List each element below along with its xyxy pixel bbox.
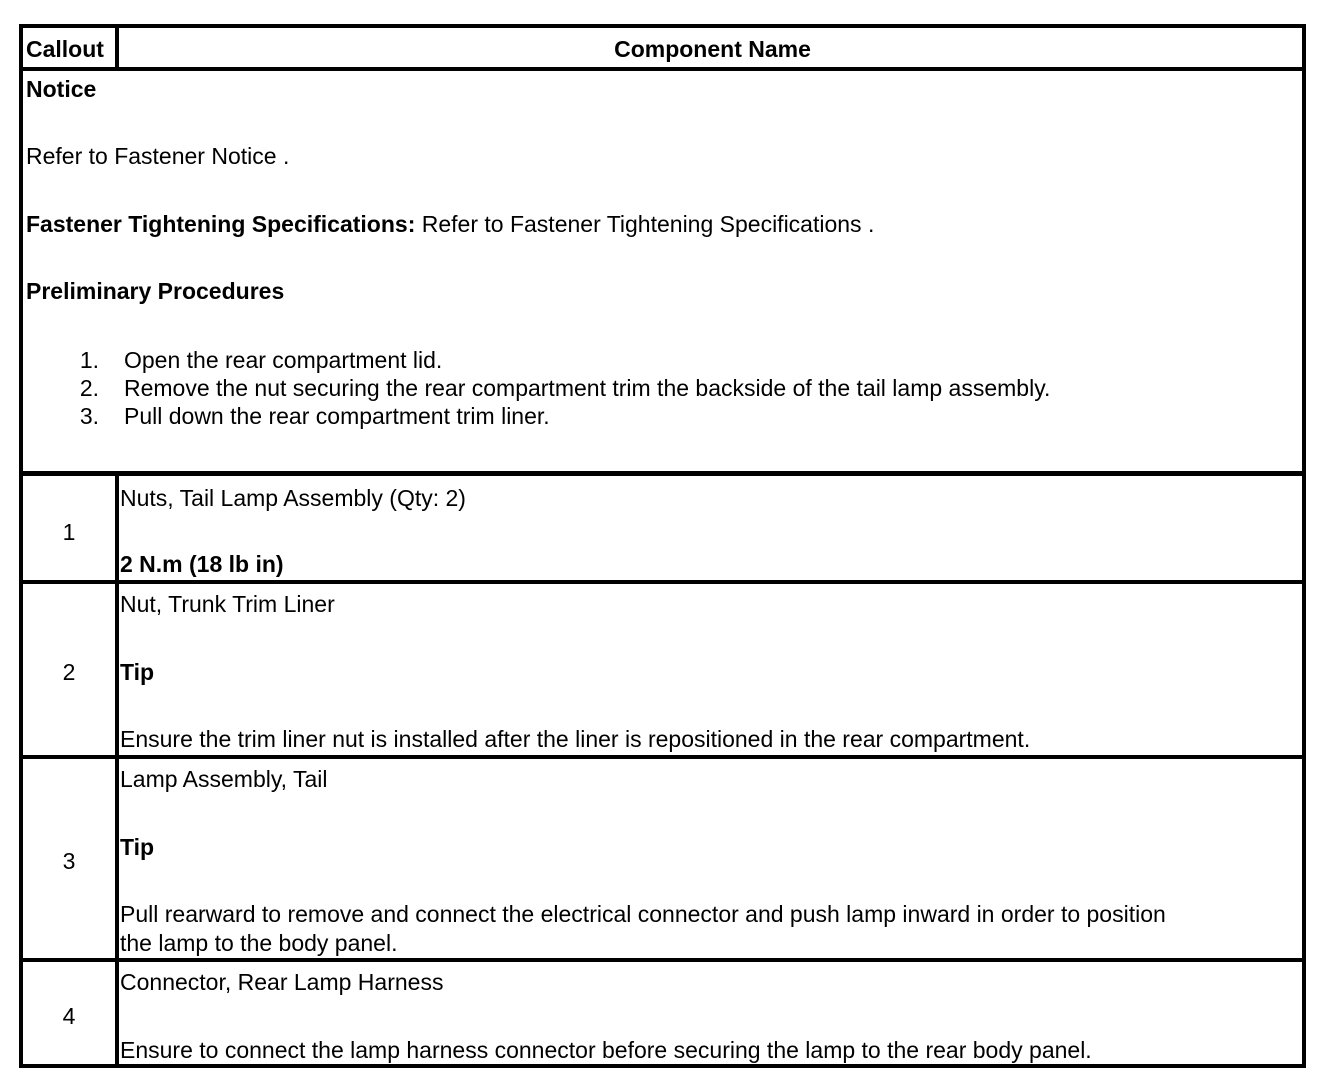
tip-text-line2: the lamp to the body panel. — [120, 930, 398, 956]
notice-title: Notice — [26, 76, 97, 102]
fastener-spec-line — [26, 210, 874, 238]
column-divider — [115, 476, 119, 1068]
row-divider — [23, 958, 1302, 962]
component-table — [19, 24, 1306, 1068]
step-text: Pull down the rear compartment trim liner. — [124, 403, 550, 429]
component-note: Ensure to connect the lamp harness connector before securing the lamp to the rear body panel. — [120, 1037, 1092, 1063]
header-divider — [115, 28, 119, 68]
tip-text: Ensure the trim liner nut is installed after the liner is repositioned in the rear compartment. — [120, 726, 1031, 752]
component-name: Lamp Assembly, Tail — [120, 766, 328, 792]
step-number: 2. — [79, 375, 99, 401]
callout-number: 1 — [62, 519, 76, 545]
prelim-title: Preliminary Procedures — [26, 278, 285, 304]
step-number: 1. — [79, 347, 99, 373]
fastener-spec-label: Fastener Tightening Specifications: — [26, 211, 416, 237]
row-divider — [23, 67, 1302, 71]
callout-number: 4 — [62, 1003, 76, 1029]
component-name: Connector, Rear Lamp Harness — [120, 969, 444, 995]
step-text: Open the rear compartment lid. — [124, 347, 443, 373]
row-divider — [23, 471, 1302, 476]
tip-label: Tip — [120, 834, 155, 860]
tip-text-line1: Pull rearward to remove and connect the electrical connector and push lamp inward in order to position — [120, 901, 1166, 927]
notice-text: Refer to Fastener Notice . — [26, 143, 290, 169]
step-number: 3. — [79, 403, 99, 429]
step-text: Remove the nut securing the rear compartment trim the backside of the tail lamp assembly. — [124, 375, 1051, 401]
tip-label: Tip — [120, 659, 155, 685]
component-name: Nuts, Tail Lamp Assembly (Qty: 2) — [120, 485, 466, 511]
fastener-spec-text: Refer to Fastener Tightening Specifications . — [415, 211, 875, 237]
torque-spec: 2 N.m (18 lb in) — [120, 551, 284, 577]
callout-number: 2 — [62, 659, 76, 685]
callout-number: 3 — [62, 848, 76, 874]
header-component-name: Component Name — [614, 36, 811, 62]
component-name: Nut, Trunk Trim Liner — [120, 591, 335, 617]
row-divider — [23, 580, 1302, 584]
header-callout: Callout — [26, 36, 104, 62]
row-divider — [23, 755, 1302, 759]
